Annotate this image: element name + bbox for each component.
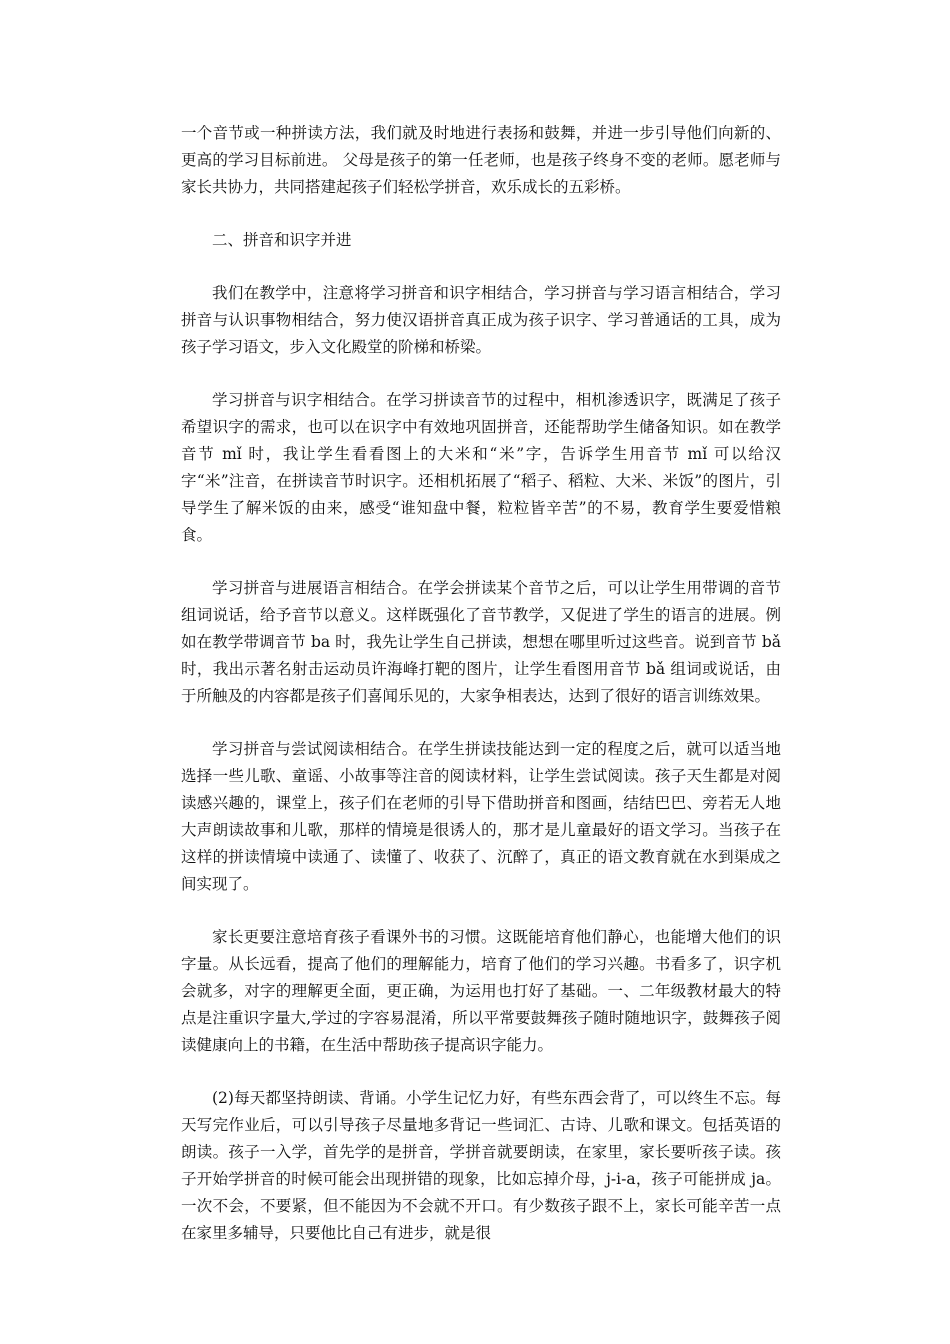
paragraph-intro: 一个音节或一种拼读方法，我们就及时地进行表扬和鼓舞，并进一步引导他们向新的、更高的学习目标前进。 父母是孩子的第一任老师，也是孩子终身不变的老师。愿老师与家长共协力，共同搭建起孩子们轻松学拼音，欢乐成长的五彩桥。: [181, 124, 781, 196]
paragraph-parent-reading-habit: 家长更要注意培育孩子看课外书的习惯。这既能培育他们静心，也能增大他们的识字量。从长远看，提高了他们的理解能力，培育了他们的学习兴趣。书看多了，识字机会就多，对字的理解更全面，更正确，为运用也打好了基础。一、二年级教材最大的特点是注重识字量大,学过的字容易混淆，所以平常要鼓舞孩子随时随地识字，鼓舞孩子阅读健康向上的书籍，在生活中帮助孩子提高识字能力。: [181, 928, 781, 1054]
paragraph-daily-recitation: (2)每天都坚持朗读、背诵。小学生记忆力好，有些东西会背了，可以终生不忘。每天写完作业后，可以引导孩子尽量地多背记一些词汇、古诗、儿歌和课文。包括英语的朗读。孩子一入学，首先学的是拼音，学拼音就要朗读，在家里，家长要听孩子读。孩子开始学拼音的时候可能会出现拼错的现象，比如忘掉介母，j-i-a，孩子可能拼成 ja。一次不会，不要紧，但不能因为不会就不开口。有少数孩子跟不上，家长可能辛苦一点在家里多辅导，只要他比自己有进步，就是很: [181, 1089, 781, 1242]
paragraph-pinyin-combined: 我们在教学中，注意将学习拼音和识字相结合，学习拼音与学习语言相结合，学习拼音与认识事物相结合，努力使汉语拼音真正成为孩子识字、学习普通话的工具，成为孩子学习语文，步入文化殿堂的阶梯和桥梁。: [181, 284, 781, 356]
paragraph-pinyin-language: 学习拼音与进展语言相结合。在学会拼读某个音节之后，可以让学生用带调的音节组词说话，给予音节以意义。这样既强化了音节教学，又促进了学生的语言的进展。例如在教学带调音节 ba 时，我先让学生自己拼读，想想在哪里听过这些音。说到音节 bǎ 时，我出示著名射击运动员许海峰打靶的图片，让学生看图用音节 bǎ 组词或说话，由于所触及的内容都是孩子们喜闻乐见的，大家争相表达，达到了很好的语言训练效果。: [181, 579, 781, 705]
paragraph-pinyin-literacy: 学习拼音与识字相结合。在学习拼读音节的过程中，相机渗透识字，既满足了孩子希望识字的需求，也可以在识字中有效地巩固拼音，还能帮助学生储备知识。如在教学音节 mǐ 时，我让学生看看图上的大米和“米”字，告诉学生用音节 mǐ 可以给汉字“米”注音，在拼读音节时识字。还相机拓展了“稻子、稻粒、大米、米饭”的图片，引导学生了解米饭的由来，感受“谁知盘中餐，粒粒皆辛苦”的不易，教育学生要爱惜粮食。: [181, 391, 781, 544]
document-body: [181, 120, 781, 1247]
paragraph-pinyin-reading: 学习拼音与尝试阅读相结合。在学生拼读技能达到一定的程度之后，就可以适当地选择一些儿歌、童谣、小故事等注音的阅读材料，让学生尝试阅读。孩子天生都是对阅读感兴趣的，课堂上，孩子们在老师的引导下借助拼音和图画，结结巴巴、旁若无人地大声朗读故事和儿歌，那样的情境是很诱人的，那才是儿童最好的语文学习。当孩子在这样的拼读情境中读通了、读懂了、收获了、沉醉了，真正的语文教育就在水到渠成之间实现了。: [181, 740, 781, 893]
section-heading: 二、拼音和识字并进: [212, 231, 352, 249]
